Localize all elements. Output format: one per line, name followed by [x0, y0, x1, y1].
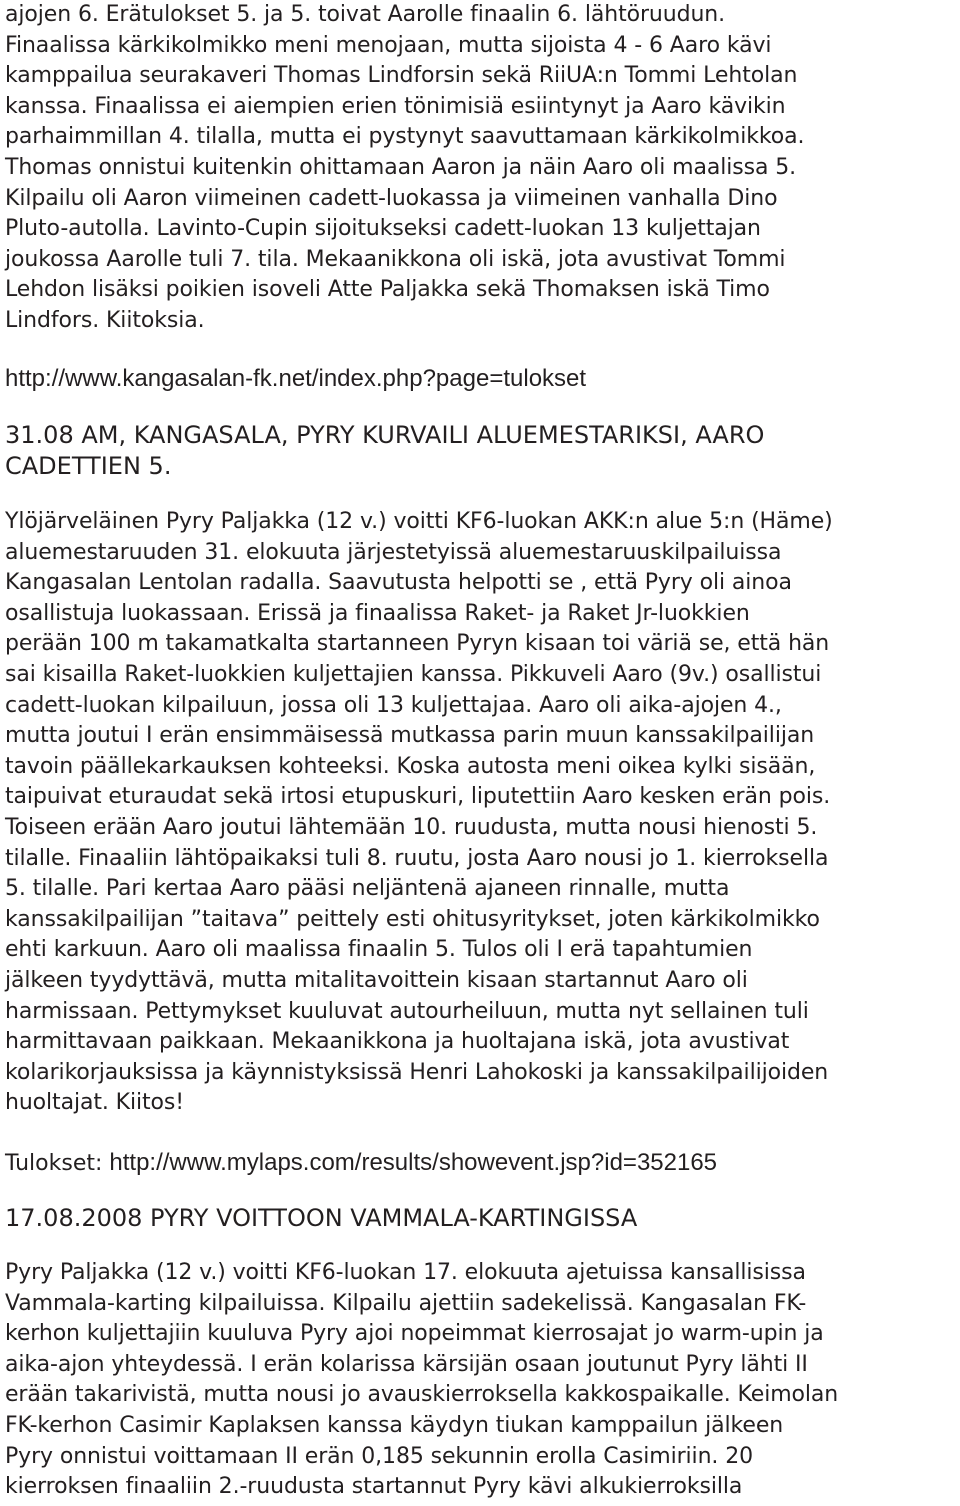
text-line: parhaimmillan 4. tilalla, mutta ei pystynyt saavuttamaan kärkikolmikkoa. [5, 124, 805, 150]
text-line: aluemestaruuden 31. elokuuta järjestetyissä aluemestaruuskilpailuissa [5, 539, 782, 565]
text-line: kamppailua seurakaveri Thomas Lindforsin sekä RiiUA:n Tommi Lehtolan [5, 63, 798, 89]
text-line: FK-kerhon Casimir Kaplaksen kanssa käydyn tiukan kamppailun jälkeen [5, 1412, 784, 1438]
text-line: Lehdon lisäksi poikien isoveli Atte Paljakka sekä Thomaksen iskä Timo [5, 277, 770, 303]
text-line: Vammala-karting kilpailuissa. Kilpailu ajettiin sadekelissä. Kangasalan FK- [5, 1290, 807, 1316]
text-line: osallistuja luokassaan. Erissä ja finaalissa Raket- ja Raket Jr-luokkien [5, 600, 750, 626]
text-line: kierroksen finaaliin 2.-ruudusta startannut Pyry kävi alkukierroksilla [5, 1474, 743, 1500]
article-1-title [5, 420, 764, 482]
text-line: sai kisailla Raket-luokkien kuljettajien kanssa. Pikkuveli Aaro (9v.) osallistui [5, 661, 822, 687]
text-line: harmittavaan paikkaan. Mekaanikkona ja huoltajana iskä, jota avustivat [5, 1029, 790, 1055]
text-line: Toiseen erään Aaro joutui lähtemään 10. ruudusta, mutta nousi hienosti 5. [5, 814, 818, 840]
text-line: tilalle. Finaaliin lähtöpaikaksi tuli 8. ruutu, josta Aaro nousi jo 1. kierroksella [5, 845, 829, 871]
text-line: kerhon kuljettajiin kuuluva Pyry ajoi nopeimmat kierrosajat jo warm-upin ja [5, 1321, 824, 1347]
text-line: Finaalissa kärkikolmikko meni menojaan, mutta sijoista 4 - 6 Aaro kävi [5, 32, 772, 58]
text-line: kanssa. Finaalissa ei aiempien erien tönimisiä esiintynyt ja Aaro kävikin [5, 93, 786, 119]
text-line: perään 100 m takamatkalta startanneen Pyryn kisaan toi väriä se, että hän [5, 631, 830, 657]
text-line: ajojen 6. Erätulokset 5. ja 5. toivat Aarolle finaalin 6. lähtöruudun. [5, 2, 726, 27]
article-title-line: 31.08 AM, KANGASALA, PYRY KURVAILI ALUEMESTARIKSI, AARO [5, 421, 765, 449]
results-label: Tulokset: [5, 1151, 110, 1176]
results-line [5, 1148, 717, 1181]
text-line: ehti karkuun. Aaro oli maalissa finaalin 5. Tulos oli I erä tapahtumien [5, 937, 753, 963]
text-line: taipuivat eturaudat sekä irtosi etupuskuri, liputettiin Aaro kesken erän pois. [5, 784, 831, 810]
text-line: Pluto-autolla. Lavinto-Cupin sijoitukseksi cadett-luokan 13 kuljettajan [5, 216, 761, 242]
text-line: aika-ajon yhteydessä. I erän kolarissa kärsijän osaan joutunut Pyry lähti II [5, 1351, 808, 1377]
text-line: Pyry onnistui voittamaan II erän 0,185 sekunnin erolla Casimiriin. 20 [5, 1443, 753, 1469]
text-line: mutta joutui I erän ensimmäisessä mutkassa parin muun kanssakilpailijan [5, 723, 815, 749]
text-line: harmissaan. Pettymykset kuuluvat autourheiluun, mutta nyt sellainen tuli [5, 998, 809, 1024]
article-2-title: 17.08.2008 PYRY VOITTOON VAMMALA-KARTINGISSA [5, 1204, 638, 1232]
text-line: Lindfors. Kiitoksia. [5, 307, 205, 333]
text-line: cadett-luokan kilpailuun, jossa oli 13 kuljettajaa. Aaro oli aika-ajojen 4., [5, 692, 782, 718]
text-line: kanssakilpailijan ”taitava” peittely esti ohitusyritykset, joten kärkikolmikko [5, 906, 820, 932]
article-title-line: CADETTIEN 5. [5, 452, 172, 480]
text-line: Kilpailu oli Aaron viimeinen cadett-luokassa ja viimeinen vanhalla Dino [5, 185, 778, 211]
text-line: kolarikorjauksissa ja käynnistyksissä Henri Lahokoski ja kanssakilpailijoiden [5, 1059, 829, 1085]
text-line: Kangasalan Lentolan radalla. Saavutusta helpotti se , että Pyry oli ainoa [5, 570, 792, 596]
results-link[interactable]: http://www.mylaps.com/results/showevent.jsp?id=352165 [109, 1149, 718, 1176]
text-line: Thomas onnistui kuitenkin ohittamaan Aaron ja näin Aaro oli maalissa 5. [5, 154, 797, 180]
text-line: 5. tilalle. Pari kertaa Aaro pääsi neljäntenä ajaneen rinnalle, mutta [5, 876, 730, 902]
intro-link[interactable]: http://www.kangasalan-fk.net/index.php?page=tulokset [5, 365, 587, 392]
text-line: joukossa Aarolle tuli 7. tila. Mekaanikkona oli iskä, jota avustivat Tommi [5, 246, 786, 272]
intro-paragraph [5, 0, 804, 337]
text-line: jälkeen tyydyttävä, mutta mitalitavoittein kisaan startannut Aaro oli [5, 967, 748, 993]
text-line: Pyry Paljakka (12 v.) voitti KF6-luokan 17. elokuuta ajetuissa kansallisissa [5, 1260, 806, 1285]
article-1-body [5, 507, 833, 1119]
text-line: tavoin päällekarkauksen kohteeksi. Koska autosta meni oikea kylki sisään, [5, 753, 816, 779]
text-line: huoltajat. Kiitos! [5, 1090, 184, 1116]
text-line: erään takarivistä, mutta nousi jo avauskierroksella kakkospaikalle. Keimolan [5, 1382, 839, 1408]
text-line: Ylöjärveläinen Pyry Paljakka (12 v.) voitti KF6-luokan AKK:n alue 5:n (Häme) [5, 509, 833, 534]
article-2-body [5, 1258, 838, 1503]
